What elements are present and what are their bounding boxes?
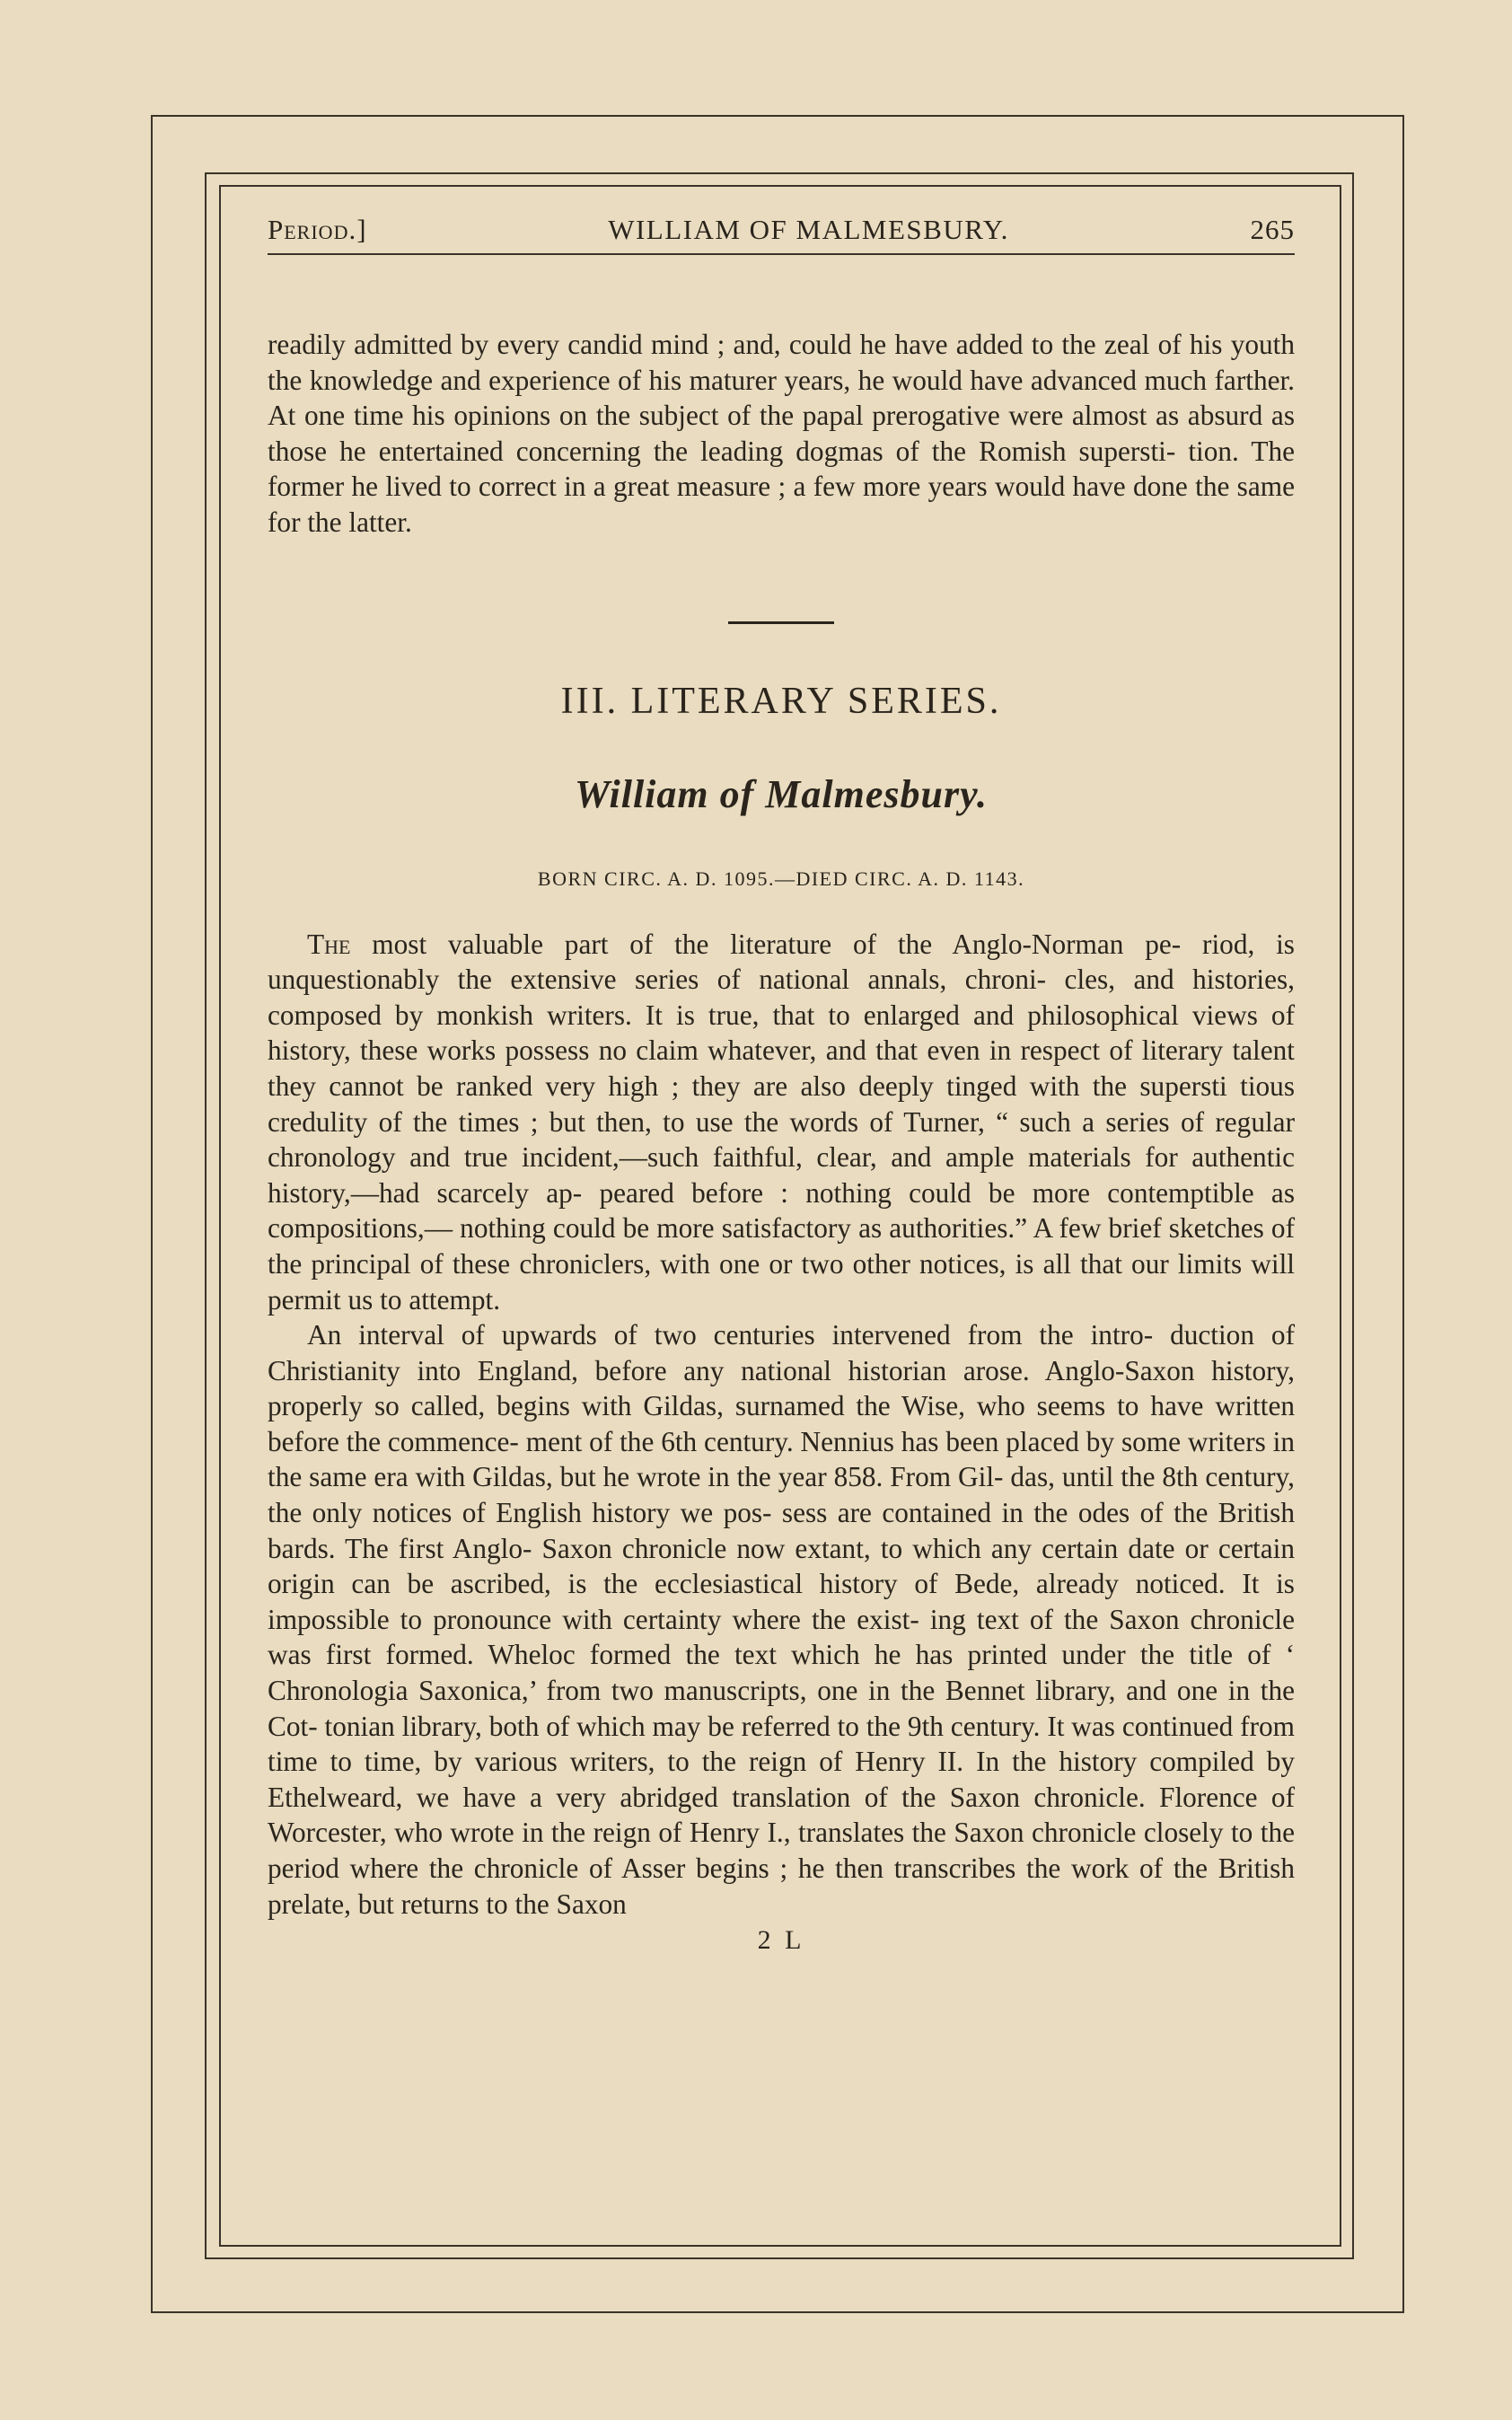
- intro-paragraph: readily admitted by every candid mind ; and, could he have added to the zeal of his youth the knowledge and experience of his maturer years, he would have advanced much farther. At one time his opinions on the subject of the papal prerogative were almost as absurd as those he entertained concerning the leading dogmas of the Romish supersti- tion. The former he lived to correct in a great measure ; a few more years would have done the same for the latter.: [268, 329, 1295, 538]
- paragraph-2-text: An interval of upwards of two centuries intervened from the intro- duction of Christianity into England, before any national historian arose. Anglo-Saxon history, properly so called, begins with Gildas, surnamed the Wise, who seems to have written before the commence- ment of the 6th century. Nennius has been placed by some writers in the same era with Gildas, but he wrote in the year 858. From Gil- das, until the 8th century, the only notices of English history we pos- sess are contained in the odes of the British bards. The first Anglo- Saxon chronicle now extant, to which any certain date or certain origin can be ascribed, is the ecclesiastical history of Bede, already noticed. It is impossible to pronounce with certainty where the exist- ing text of the Saxon chronicle was first formed. Wheloc formed the text which he has printed under the title of ‘ Chronologia Saxonica,’ from two manuscripts, one in the Bennet library, and one in the Cot- tonian library, both of which may be referred to the 9th century. It was continued from time to time, by various writers, to the reign of Henry II. In the history compiled by Ethelweard, we have a very abridged translation of the Saxon chronicle. Florence of Worcester, who wrote in the reign of Henry I., translates the Saxon chronicle closely to the period where the chronicle of Asser begins ; he then transcribes the work of the British prelate, but returns to the Saxon: [268, 1319, 1295, 1920]
- paragraph-1-lead: The: [307, 928, 351, 960]
- main-text: [268, 927, 1295, 1923]
- signature-mark: 2 L: [757, 1925, 805, 1956]
- running-head: [268, 214, 1295, 255]
- page-number: 265: [1250, 214, 1295, 245]
- page-content: [268, 214, 1295, 1956]
- life-dates: BORN CIRC. A. D. 1095.—DIED CIRC. A. D. 1143.: [537, 867, 1025, 890]
- header-title: WILLIAM OF MALMESBURY.: [608, 214, 1009, 245]
- paragraph-2: [268, 1317, 1295, 1922]
- header-left: Period.]: [268, 214, 367, 245]
- intro-paragraph-block: [268, 327, 1295, 541]
- paragraph-1-text: most valuable part of the literature of the Anglo-Norman pe- riod, is unquestionably the extensive series of national annals, chroni- cles, and histories, composed by monkish writers. It is true, that to enlarged and philosophical views of history, these works possess no claim whatever, and that even in respect of literary talent they cannot be ranked very high ; they are also deeply tinged with the supersti tious credulity of the times ; but then, to use the words of Turner, “ such a series of regular chronology and true incident,—such faithful, clear, and ample materials for authentic history,—had scarcely ap- peared before : nothing could be more contemptible as compositions,— nothing could be more satisfactory as authorities.” A few brief sketches of the principal of these chroniclers, with one or two other notices, is all that our limits will permit us to attempt.: [268, 928, 1295, 1316]
- series-title: III. LITERARY SERIES.: [560, 680, 1002, 722]
- paragraph-1: [268, 927, 1295, 1318]
- section-divider: [728, 621, 834, 624]
- subject-name: William of Malmesbury.: [575, 771, 988, 816]
